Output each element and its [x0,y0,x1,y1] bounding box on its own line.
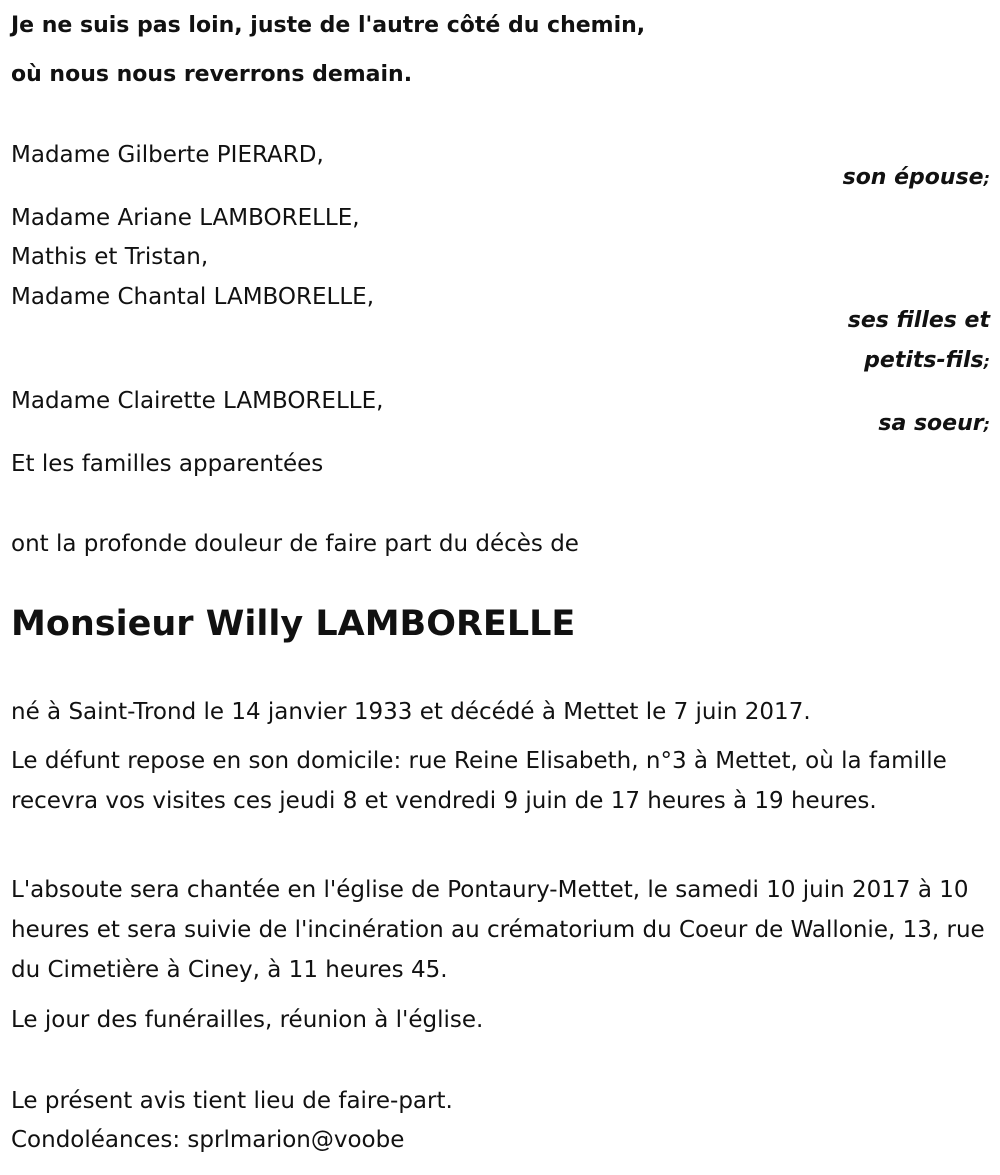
birth-death-paragraph: né à Saint-Trond le 14 janvier 1933 et décédé à Mettet le 7 juin 2017. [11,699,811,725]
condolences-text: Condoléances: sprlmarion@voobe [11,1127,405,1153]
other-families: Et les familles apparentées [11,451,324,477]
ceremony-paragraph: L'absoute sera chantée en l'église de Pontaury-Mettet, le samedi 10 juin 2017 à 10 heures et sera suivie de l'incinération au crématorium du Coeur de Wallonie, 13, rue du Cimetière à Ciney, à 11 heures 45. [11,877,985,983]
spouse-role: son épouse; [842,165,990,190]
child-line-3: Madame Chantal LAMBORELLE, [11,284,375,310]
spouse-name: Madame Gilberte PIERARD, [11,142,324,168]
child-line-2: Mathis et Tristan, [11,244,209,270]
reunion-paragraph: Le jour des funérailles, réunion à l'église. [11,1007,484,1033]
notice-text: Le présent avis tient lieu de faire-part. [11,1088,453,1114]
child-line-1: Madame Ariane LAMBORELLE, [11,205,360,231]
epigraph-line-1: Je ne suis pas loin, juste de l'autre côté du chemin, [11,13,646,38]
children-role-line-1: ses filles et [847,308,990,333]
announcement-text: ont la profonde douleur de faire part du décès de [11,531,579,557]
rest-paragraph: Le défunt repose en son domicile: rue Reine Elisabeth, n°3 à Mettet, où la famille recevra vos visites ces jeudi 8 et vendredi 9 juin de 17 heures à 19 heures. [11,748,947,814]
deceased-name: Monsieur Willy LAMBORELLE [11,604,576,644]
children-role-line-2: petits-fils; [864,348,990,373]
epigraph-line-2: où nous nous reverrons demain. [11,62,413,87]
sister-name: Madame Clairette LAMBORELLE, [11,388,384,414]
sister-role: sa soeur; [878,411,990,436]
